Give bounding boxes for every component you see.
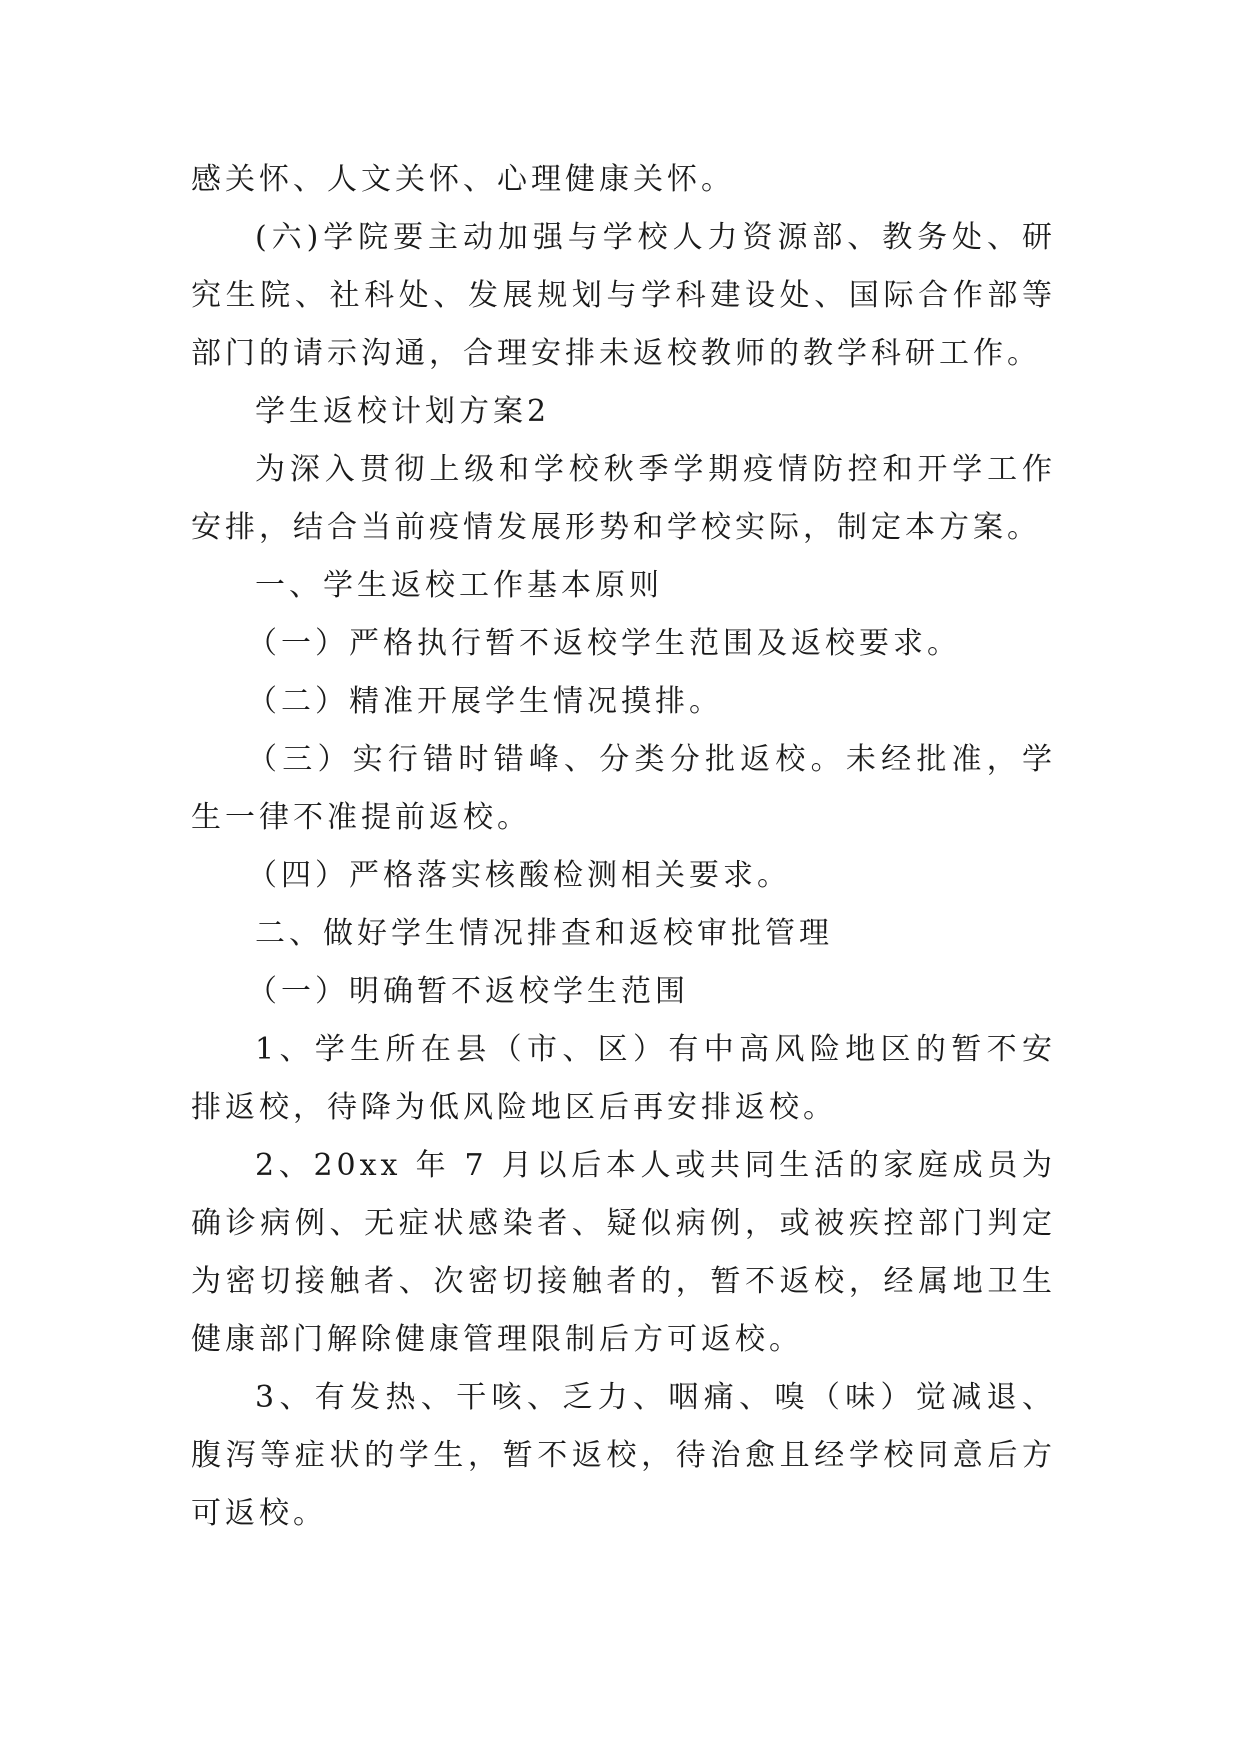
principle-item-4: （四）严格落实核酸检测相关要求。	[247, 858, 791, 893]
scope-item-1: 1、学生所在县（市、区）有中高风险地区的暂不安排返校，待降为低风险地区后再安排返校。	[191, 1032, 1056, 1125]
principle-item-2: （二）精准开展学生情况摸排。	[247, 684, 723, 719]
paragraph-item-six: (六)学院要主动加强与学校人力资源部、教务处、研究生院、社科处、发展规划与学科建设处、国际合作部等部门的请示沟通，合理安排未返校教师的教学科研工作。	[191, 220, 1056, 371]
scope-item-2: 2、20xx 年 7 月以后本人或共同生活的家庭成员为确诊病例、无症状感染者、疑似病例，或被疾控部门判定为密切接触者、次密切接触者的，暂不返校，经属地卫生健康部门解除健康管理限制后方可返校。	[191, 1148, 1056, 1357]
paragraph-intro: 为深入贯彻上级和学校秋季学期疫情防控和开学工作安排，结合当前疫情发展形势和学校实际，制定本方案。	[191, 452, 1056, 545]
paragraph-continuation: 感关怀、人文关怀、心理健康关怀。	[191, 162, 735, 197]
scope-item-3: 3、有发热、干咳、乏力、咽痛、嗅（味）觉减退、腹泻等症状的学生，暂不返校，待治愈且经学校同意后方可返校。	[191, 1380, 1056, 1531]
principle-item-1: （一）严格执行暂不返校学生范围及返校要求。	[247, 626, 961, 661]
principle-item-3: （三）实行错时错峰、分类分批返校。未经批准，学生一律不准提前返校。	[191, 742, 1056, 835]
document-page	[191, 151, 1056, 1543]
heading-screening: 二、做好学生情况排查和返校审批管理	[255, 916, 833, 951]
section-title: 学生返校计划方案2	[255, 394, 551, 429]
subheading-scope: （一）明确暂不返校学生范围	[247, 974, 689, 1009]
heading-principles: 一、学生返校工作基本原则	[255, 568, 663, 603]
